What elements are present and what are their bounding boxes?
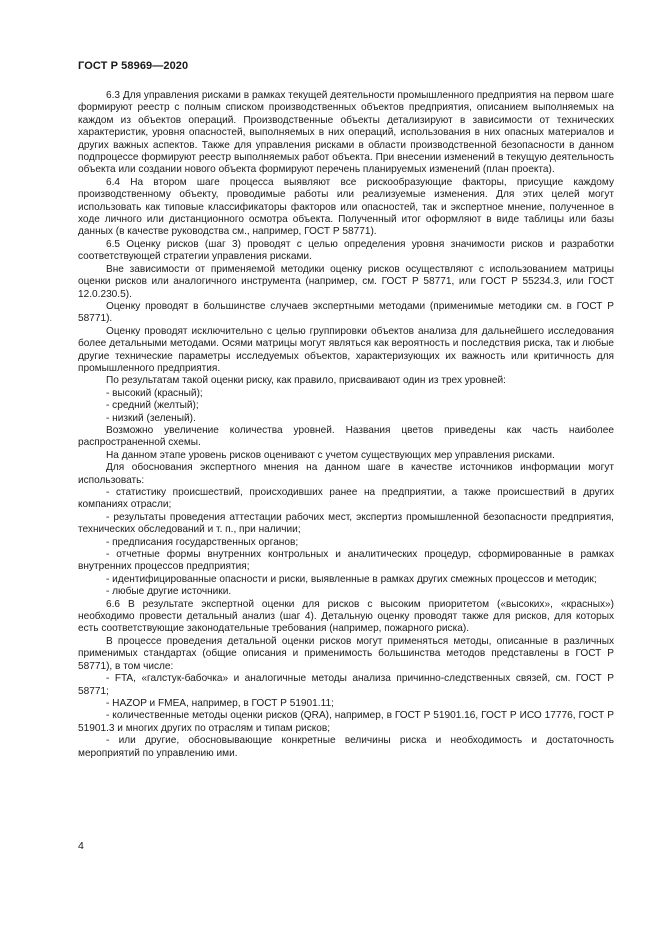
list-item: - средний (желтый); — [106, 400, 199, 412]
paragraph: 6.4 На втором шаге процесса выявляют все рискообразующие факторы, присущие каждому производственному объекту, проводимые работы или реализуемые изменения. Для этих целей могут использовать как типовые классификаторы факторов или опасностей, так и экспертное мнение, полученное в ходе личного или дистанционного осмотра объекта. Полученный итог оформляют в виде таблицы или базы данных (в качестве руководства см., например, ГОСТ Р 58771). — [78, 176, 614, 238]
paragraph: Для обоснования экспертного мнения на данном шаге в качестве источников информации могут использовать: — [78, 462, 614, 486]
paragraph: Оценку проводят исключительно с целью группировки объектов анализа для дальнейшего исследования более детальными методами. Осями матрицы могут являться как вероятность и последствия риска, так и любые другие технические параметры исследуемых объектов, характеризующих их важность или критичность для промышленного предприятия. — [78, 325, 614, 374]
paragraph: В процессе проведения детальной оценки рисков могут применяться методы, описанные в различных применимых стандартах (общие описания и применимость большинства методов представлены в ГОСТ Р 58771), в том числе: — [78, 635, 614, 672]
paragraph: 6.5 Оценку рисков (шаг 3) проводят с целью определения уровня значимости рисков и разработки соответствующей стратегии управления рисками. — [78, 238, 614, 263]
list-item: - любые другие источники. — [106, 586, 232, 598]
paragraph: 6.3 Для управления рисками в рамках текущей деятельности промышленного предприятия на первом шаге формируют реестр с полным списком производственных объектов предприятия, описанием выполняемых на каждом из объектов операций. Производственные объекты детализируют в зависимости от технических характеристик, уровня опасностей, выполняемых в них операций, использования в них опасных материалов и других важных аспектов. Также для управления рисками в области производственной безопасности в данном подпроцессе формируют реестр выполняемых работ объекта. При внесении изменений в текущую деятельность объекта или создании нового объекта формируют перечень планируемых изменений (план проекта). — [78, 90, 614, 176]
paragraph: По результатам такой оценки риску, как правило, присваивают один из трех уровней: — [106, 375, 506, 387]
page-number: 4 — [78, 840, 84, 852]
document-header: ГОСТ Р 58969—2020 — [78, 60, 189, 72]
list-item: - результаты проведения аттестации рабочих мест, экспертиз промышленной безопасности предприятия, технических обследований и т. п., при наличии; — [78, 511, 614, 536]
list-item: - FTA, «галстук-бабочка» и аналогичные методы анализа причинно-следственных связей, см. ГОСТ Р 58771; — [78, 673, 614, 697]
list-item: - идентифицированные опасности и риски, выявленные в рамках других смежных процессов и методик; — [106, 573, 597, 585]
list-item: - или другие, обосновывающие конкретные величины риска и необходимость и достаточность мероприятий по управлению ими. — [78, 735, 614, 759]
list-item: - высокий (красный); — [106, 387, 203, 399]
paragraph: Возможно увеличение количества уровней. Названия цветов приведены как часть наиболее распространенной схемы. — [78, 424, 614, 449]
document-body — [78, 90, 614, 760]
paragraph: Вне зависимости от применяемой методики оценку рисков осуществляют с использованием матрицы оценки рисков или аналогичного инструмента (например, см. ГОСТ Р 58771, или ГОСТ Р 55234.3, или ГОСТ 12.0.230.5). — [78, 263, 614, 300]
paragraph: На данном этапе уровень рисков оценивают с учетом существующих мер управления рисками. — [106, 449, 555, 461]
list-item: - низкий (зеленый). — [106, 412, 196, 424]
list-item: - предписания государственных органов; — [106, 536, 299, 548]
paragraph: 6.6 В результате экспертной оценки для рисков с высоким приоритетом («высоких», «красных») необходимо провести детальный анализ (шаг 4). Детальную оценку проводят также для рисков, для которых есть соответствующие законодательные требования (например, пожарного риска). — [78, 598, 614, 635]
list-item: - HAZOP и FMEA, например, в ГОСТ Р 51901.11; — [106, 697, 334, 709]
list-item: - отчетные формы внутренних контрольных и аналитических процедур, сформированные в рамках внутренних процессов предприятия; — [78, 549, 614, 573]
paragraph: Оценку проводят в большинстве случаев экспертными методами (применимые методики см. в ГОСТ Р 58771). — [78, 300, 614, 325]
list-item: - количественные методы оценки рисков (QRA), например, в ГОСТ Р 51901.16, ГОСТ Р ИСО 17776, ГОСТ Р 51901.3 и многих других по отраслям и типам рисков; — [78, 710, 614, 734]
list-item: - статистику происшествий, происходивших ранее на предприятии, а также происшествий в других компаниях отрасли; — [78, 487, 614, 511]
